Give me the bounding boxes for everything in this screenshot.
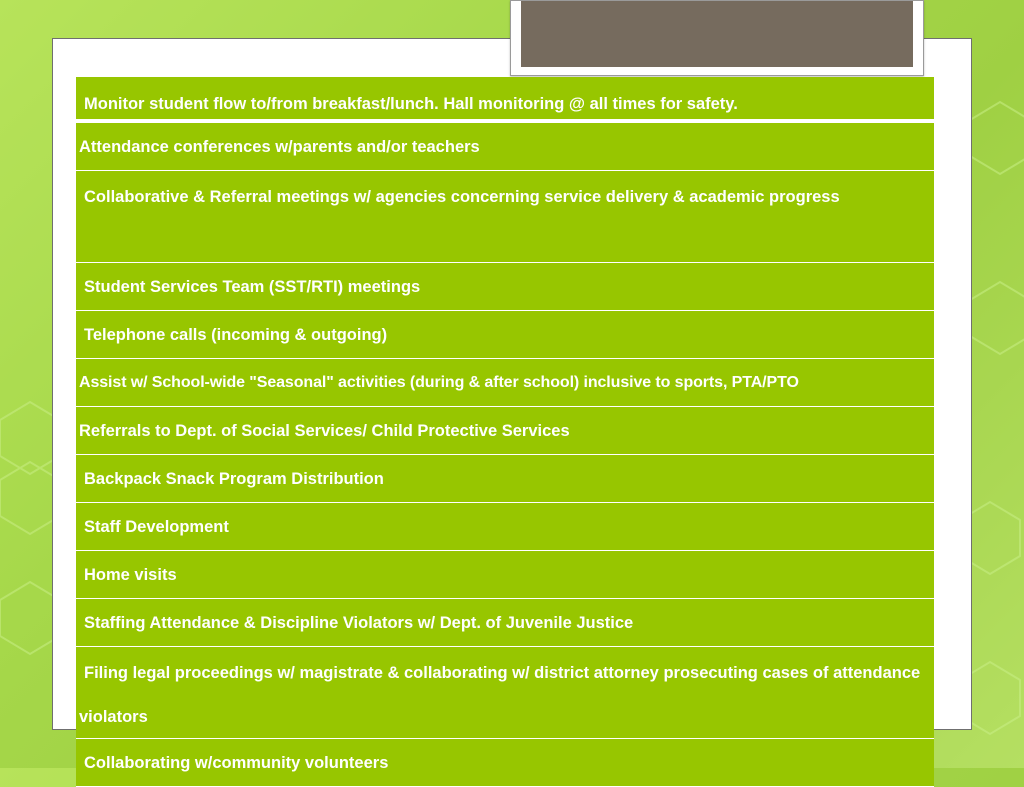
table-row <box>76 123 934 171</box>
table-row <box>76 171 934 263</box>
table-row <box>76 739 934 787</box>
table-row <box>76 647 934 739</box>
row-text: Assist w/ School-wide "Seasonal" activities (during & after school) inclusive to sports, PTA/PTO <box>79 374 799 391</box>
row-text: Monitor student flow to/from breakfast/lunch. Hall monitoring @ all times for safety. <box>84 95 738 113</box>
row-text: Staffing Attendance & Discipline Violators w/ Dept. of Juvenile Justice <box>84 614 634 632</box>
row-text: Student Services Team (SST/RTI) meetings <box>84 278 421 296</box>
table-row <box>76 263 934 311</box>
row-text: Referrals to Dept. of Social Services/ Child Protective Services <box>79 422 570 440</box>
table-row <box>76 455 934 503</box>
row-text: Staff Development <box>84 518 229 536</box>
table-row <box>76 77 934 123</box>
row-text: Telephone calls (incoming & outgoing) <box>84 326 388 344</box>
photo-placeholder <box>521 1 913 67</box>
row-text: Collaborative & Referral meetings w/ agencies concerning service delivery & academic progress <box>84 188 840 206</box>
table-row <box>76 359 934 407</box>
row-text: Home visits <box>84 566 177 584</box>
photo-frame <box>510 0 924 76</box>
row-text: Filing legal proceedings w/ magistrate & collaborating w/ district attorney prosecuting cases of attendance violators <box>79 664 921 726</box>
table-row <box>76 551 934 599</box>
table-row <box>76 311 934 359</box>
row-text: Collaborating w/community volunteers <box>84 754 389 772</box>
table-row <box>76 599 934 647</box>
table-row <box>76 407 934 455</box>
row-text: Backpack Snack Program Distribution <box>84 470 384 488</box>
row-text: Attendance conferences w/parents and/or teachers <box>79 138 480 156</box>
task-table <box>76 77 934 787</box>
table-row <box>76 503 934 551</box>
